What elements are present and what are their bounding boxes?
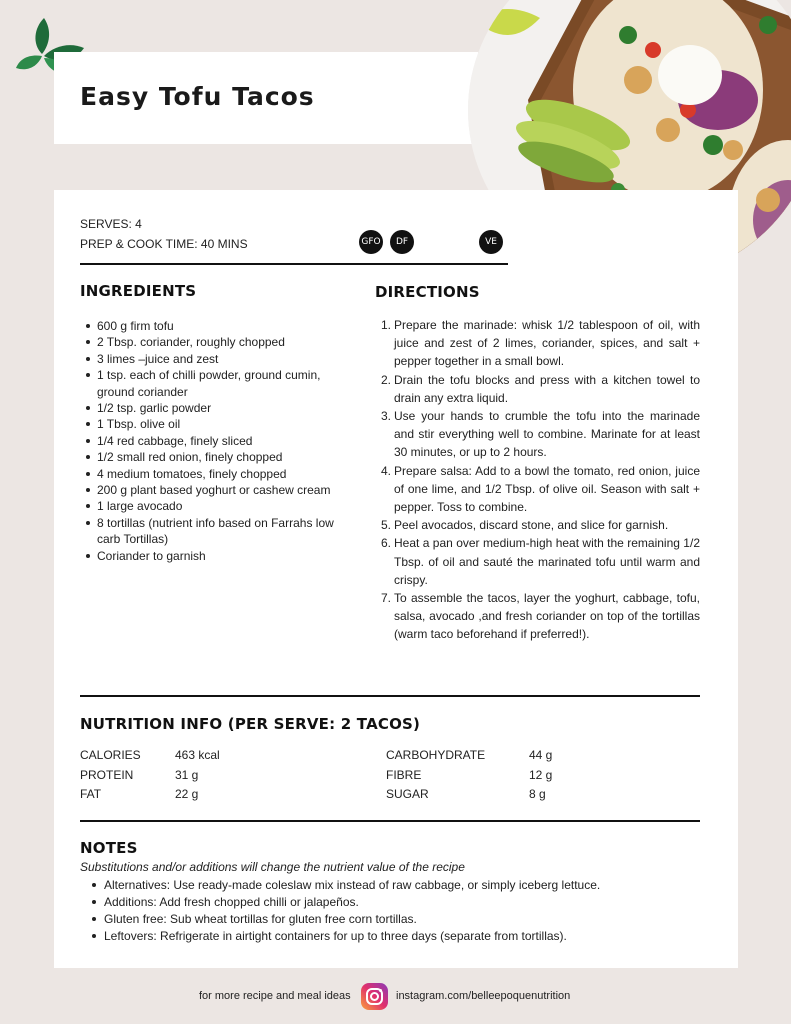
- ingredients-list: [97, 318, 347, 564]
- prep-cook-time: PREP & COOK TIME: 40 MINS: [80, 237, 248, 251]
- badge-gfo: GFO: [359, 230, 383, 254]
- nutrition-value: 463 kcal: [175, 748, 220, 762]
- notes-heading: NOTES: [80, 839, 138, 857]
- list-item: 2. Drain the tofu blocks and press with a kitchen towel to drain any extra liquid.: [381, 372, 700, 405]
- nutrition-heading: NUTRITION INFO (PER SERVE: 2 TACOS): [80, 715, 421, 733]
- directions-list: [381, 316, 700, 644]
- list-item: Gluten free: Sub wheat tortillas for gluten free corn tortillas.: [104, 911, 704, 928]
- list-item: 4 medium tomatoes, finely chopped: [97, 466, 347, 482]
- instagram-icon[interactable]: [361, 983, 388, 1010]
- nutrition-label: FAT: [80, 787, 102, 801]
- recipe-card: [54, 190, 738, 968]
- list-item: 200 g plant based yoghurt or cashew cream: [97, 482, 347, 498]
- nutrition-label: SUGAR: [386, 787, 429, 801]
- nutrition-label: FIBRE: [386, 767, 422, 782]
- serves: SERVES: 4: [80, 217, 142, 231]
- list-item: Additions: Add fresh chopped chilli or jalapeños.: [104, 894, 704, 911]
- badge-df: DF: [390, 230, 414, 254]
- recipe-meta: [80, 214, 248, 254]
- directions-heading: DIRECTIONS: [375, 283, 480, 301]
- list-item: 1/2 tsp. garlic powder: [97, 400, 347, 416]
- title-card: [54, 52, 478, 144]
- list-item: 3. Use your hands to crumble the tofu into the marinade and stir everything well to combine. Marinate for at least 30 minutes, or up to 2 hours.: [381, 409, 700, 460]
- list-item: 600 g firm tofu: [97, 318, 347, 334]
- instagram-link[interactable]: instagram.com/belleepoquenutrition: [396, 990, 571, 1002]
- list-item: 1 tsp. each of chilli powder, ground cumin, ground coriander: [97, 367, 347, 400]
- list-item: 7. To assemble the tacos, layer the yoghurt, cabbage, tofu, salsa, avocado ,and fresh coriander on top of the tortillas (warm taco beforehand if preferred!).: [381, 591, 700, 642]
- list-item: 1/2 small red onion, finely chopped: [97, 449, 347, 465]
- list-item: 6. Heat a pan over medium-high heat with the remaining 1/2 Tbsp. of oil and sauté the marinated tofu until warm and crispy.: [381, 536, 700, 587]
- list-item: 1 large avocado: [97, 498, 347, 514]
- nutrition-value: 12 g: [529, 767, 553, 782]
- diet-badges: [359, 230, 509, 254]
- nutrition-label: PROTEIN: [80, 767, 134, 782]
- list-item: 1 Tbsp. olive oil: [97, 416, 347, 432]
- nutrition-label: CARBOHYDRATE: [386, 748, 486, 762]
- list-item: 8 tortillas (nutrient info based on Farrahs low carb Tortillas): [97, 515, 347, 548]
- notes-subtitle: Substitutions and/or additions will change the nutrient value of the recipe: [80, 860, 465, 874]
- nutrition-label: CALORIES: [80, 748, 141, 762]
- list-item: Alternatives: Use ready-made coleslaw mix instead of raw cabbage, or simply iceberg lettuce.: [104, 877, 704, 894]
- ingredients-heading: INGREDIENTS: [80, 282, 197, 300]
- page-title: Easy Tofu Tacos: [80, 82, 315, 111]
- list-item: Leftovers: Refrigerate in airtight containers for up to three days (separate from tortillas).: [104, 928, 704, 945]
- nutrition-value: 8 g: [529, 787, 546, 801]
- list-item: 1. Prepare the marinade: whisk 1/2 tablespoon of oil, with juice and zest of 2 limes, coriander, spices, and salt + pepper together in a small bowl.: [381, 318, 700, 369]
- divider: [80, 695, 700, 697]
- list-item: 5. Peel avocados, discard stone, and slice for garnish.: [381, 518, 669, 533]
- nutrition-value: 31 g: [175, 767, 199, 782]
- list-item: 3 limes –juice and zest: [97, 351, 347, 367]
- footer-text: for more recipe and meal ideas: [199, 990, 351, 1002]
- notes-list: [104, 877, 704, 945]
- list-item: 4. Prepare salsa: Add to a bowl the tomato, red onion, juice of one lime, and 1/2 Tbsp. of olive oil. Season with salt + pepper. Toss to combine.: [381, 463, 700, 515]
- nutrition-value: 44 g: [529, 748, 553, 762]
- divider: [80, 263, 508, 265]
- list-item: Coriander to garnish: [97, 548, 347, 564]
- nutrition-value: 22 g: [175, 787, 199, 801]
- list-item: 1/4 red cabbage, finely sliced: [97, 433, 347, 449]
- badge-ve: VE: [479, 230, 503, 254]
- list-item: 2 Tbsp. coriander, roughly chopped: [97, 334, 347, 350]
- footer: [0, 982, 791, 1012]
- divider: [80, 820, 700, 822]
